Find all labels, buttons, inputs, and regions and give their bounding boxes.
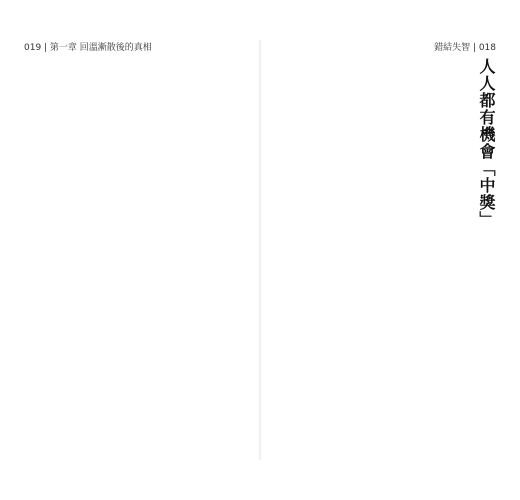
left-running-head: 019 | 第一章 回溫漸散後的真相 [24,43,152,53]
left-body-text [24,68,248,454]
right-page [268,40,500,460]
left-page [20,40,252,460]
right-body-text [272,68,470,454]
right-running-head: 錯結失智 | 018 [434,43,496,53]
gutter-fold [258,40,262,460]
section-heading: 人人都有機會「中獎」 [477,58,496,228]
